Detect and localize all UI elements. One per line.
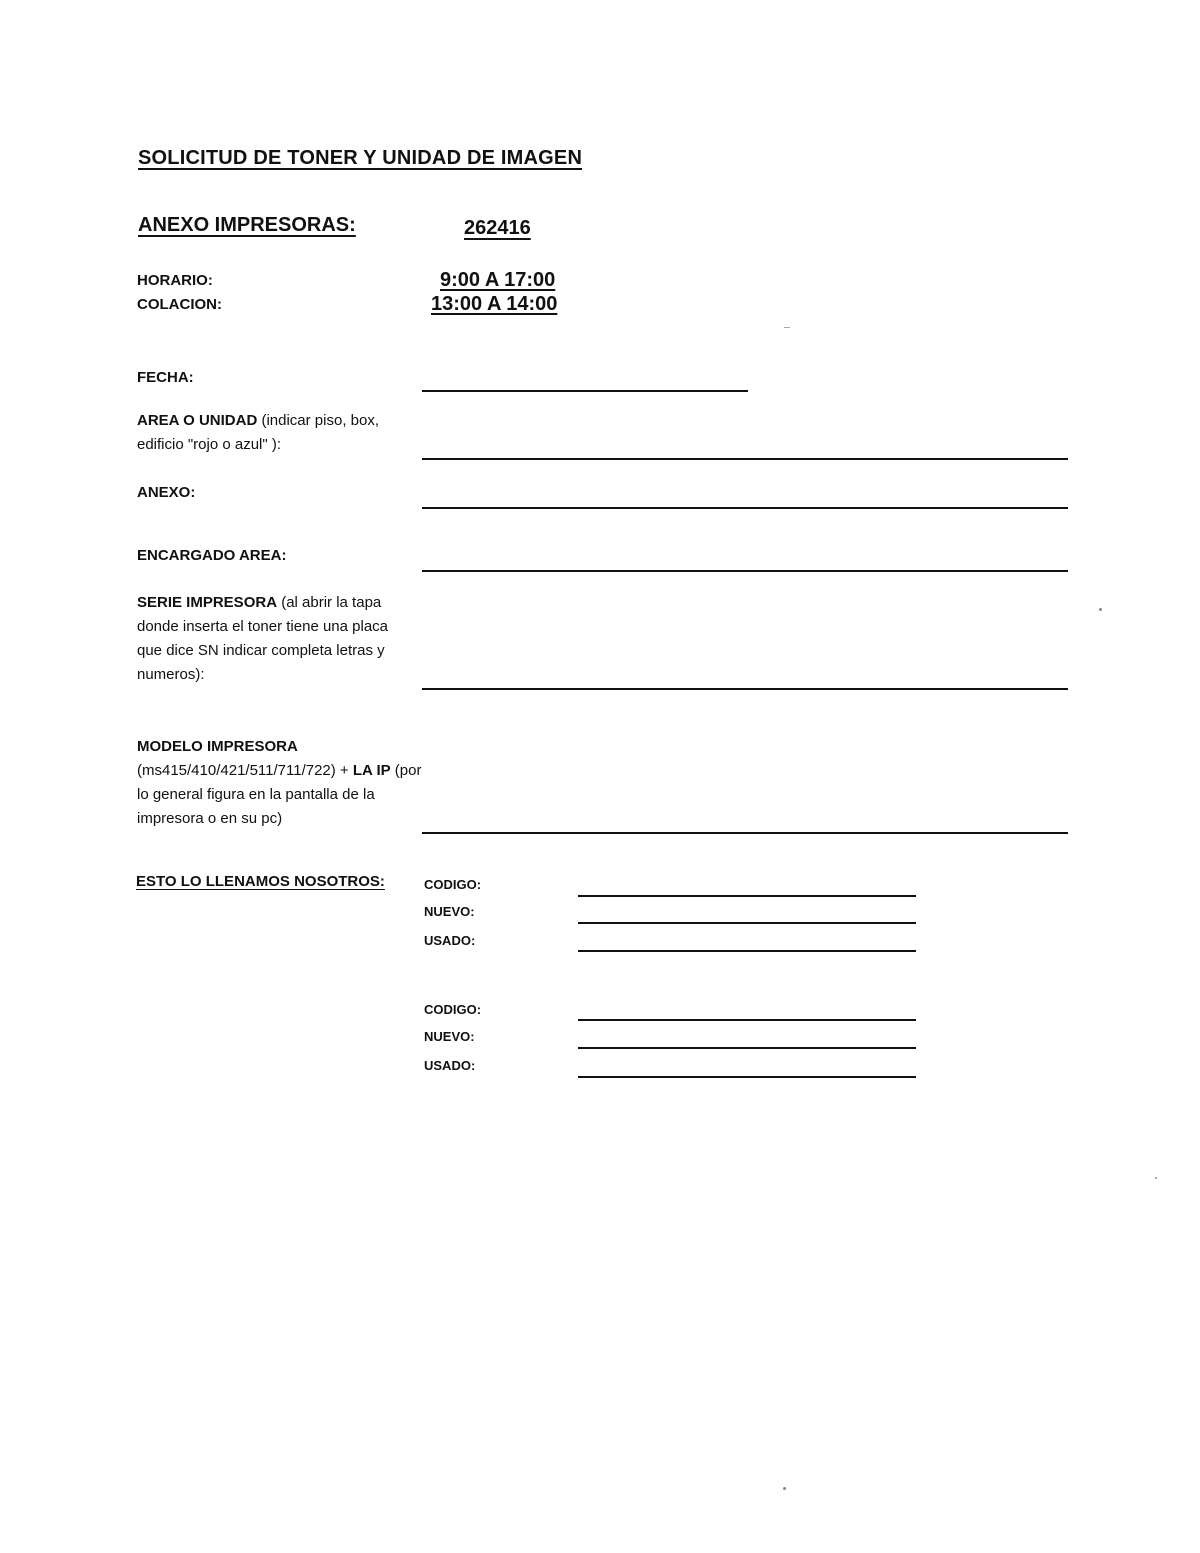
- encargado-area-field[interactable]: [422, 570, 1068, 572]
- internal-section-label: ESTO LO LLENAMOS NOSOTROS:: [136, 873, 385, 890]
- anexo-label: ANEXO:: [137, 484, 196, 501]
- group2-nuevo-label: NUEVO:: [424, 1029, 475, 1044]
- area-unidad-field[interactable]: [422, 458, 1068, 460]
- group1-usado-field[interactable]: [578, 950, 916, 952]
- scan-speck: [1155, 1177, 1157, 1179]
- group2-nuevo-field[interactable]: [578, 1047, 916, 1049]
- serie-impresora-label: SERIE IMPRESORA (al abrir la tapa donde inserta el toner tiene una placa que dice SN indicar completa letras y numeros):: [137, 594, 389, 683]
- group1-nuevo-label: NUEVO:: [424, 904, 475, 919]
- modelo-impresora-field[interactable]: [422, 832, 1068, 834]
- group2-codigo-field[interactable]: [578, 1019, 916, 1021]
- scan-speck: [1099, 608, 1102, 611]
- scan-speck: [783, 1487, 786, 1490]
- horario-label: HORARIO:: [137, 272, 213, 289]
- group2-usado-field[interactable]: [578, 1076, 916, 1078]
- group1-usado-label: USADO:: [424, 933, 476, 948]
- horario-value: 9:00 A 17:00: [440, 269, 556, 291]
- colacion-label: COLACION:: [137, 296, 222, 313]
- serie-impresora-field[interactable]: [422, 688, 1068, 690]
- anexo-impresoras-label: ANEXO IMPRESORAS:: [138, 214, 356, 236]
- form-title: SOLICITUD DE TONER Y UNIDAD DE IMAGEN: [138, 147, 583, 169]
- group2-codigo-label: CODIGO:: [424, 1002, 482, 1017]
- fecha-field[interactable]: [422, 390, 748, 392]
- group1-nuevo-field[interactable]: [578, 922, 916, 924]
- encargado-area-label: ENCARGADO AREA:: [137, 547, 287, 564]
- scan-speck: [784, 327, 790, 328]
- modelo-impresora-label: MODELO IMPRESORA (ms415/410/421/511/711/722) + LA IP (por lo general figura en la pantalla de la impresora o en su pc): [137, 738, 422, 827]
- group1-codigo-label: CODIGO:: [424, 877, 482, 892]
- fecha-label: FECHA:: [137, 369, 194, 386]
- group2-usado-label: USADO:: [424, 1058, 476, 1073]
- anexo-field[interactable]: [422, 507, 1068, 509]
- anexo-impresoras-value: 262416: [464, 217, 531, 239]
- group1-codigo-field[interactable]: [578, 895, 916, 897]
- area-unidad-label: AREA O UNIDAD (indicar piso, box, edificio "rojo o azul" ):: [137, 412, 380, 453]
- colacion-value: 13:00 A 14:00: [431, 293, 558, 315]
